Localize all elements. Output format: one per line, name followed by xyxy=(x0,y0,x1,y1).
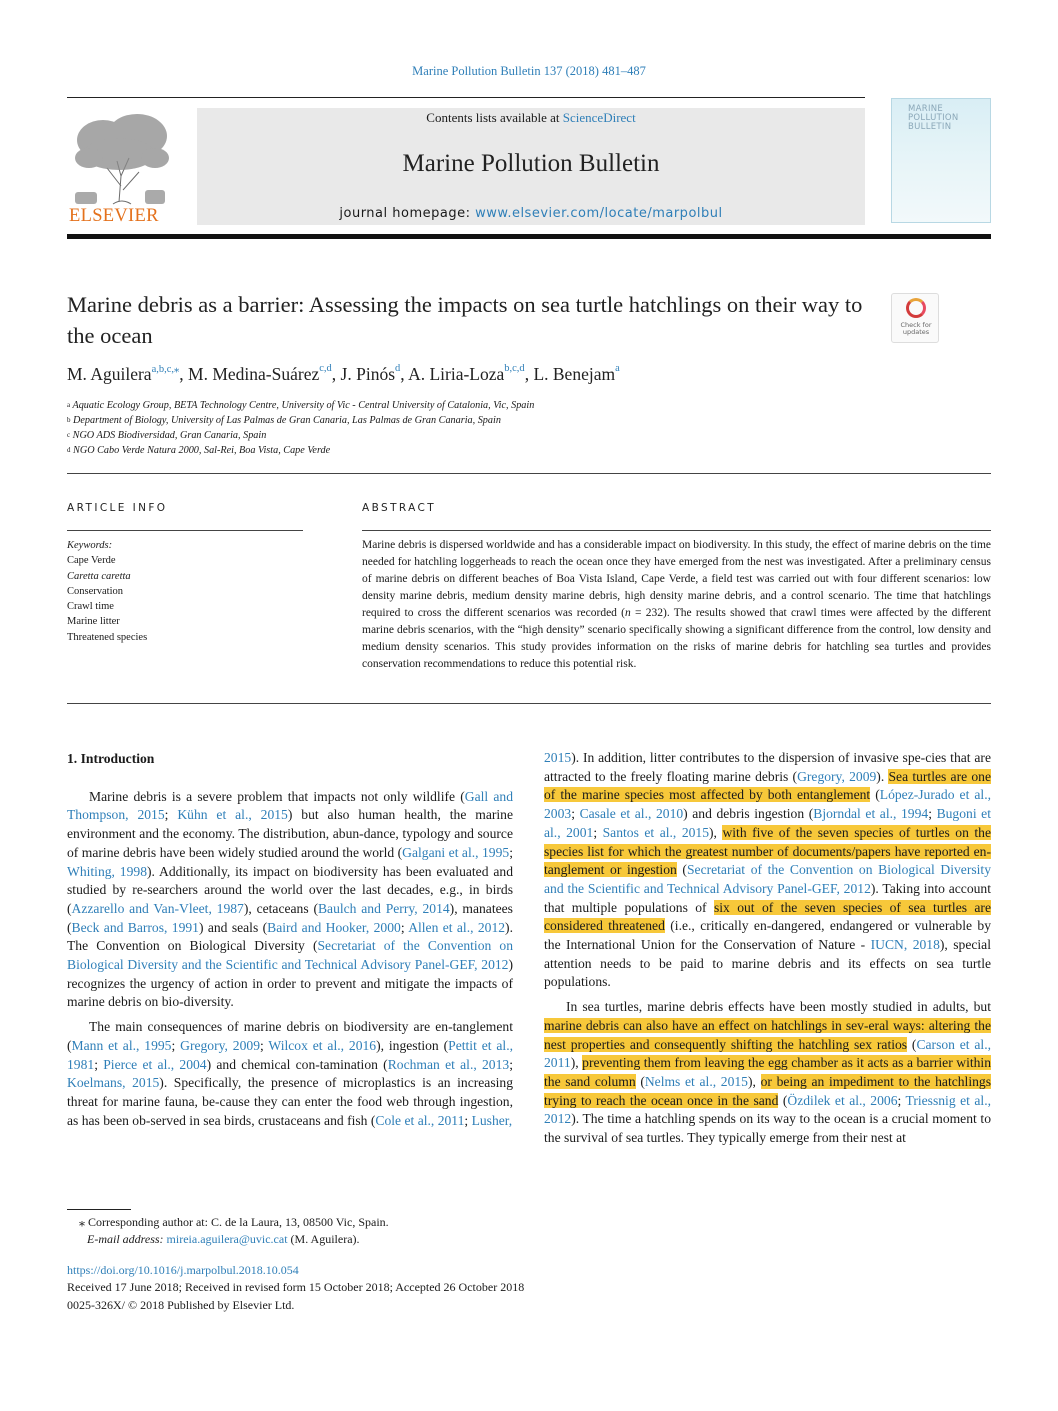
footnote-rule xyxy=(67,1209,131,1210)
text-run: ; xyxy=(171,1037,181,1053)
email-note xyxy=(67,1231,991,1248)
citation-link[interactable]: Whiting, 1998 xyxy=(67,863,147,879)
header-rule xyxy=(67,97,865,98)
check-for-updates-button[interactable] xyxy=(891,293,939,343)
text-run: ( xyxy=(778,1092,788,1108)
citation-link[interactable]: López-Jurado et al., 2003 xyxy=(544,787,991,822)
citation-link[interactable]: Cole et al., 2011 xyxy=(375,1112,465,1128)
text-run: ). The time a hatchling spends on its way to the ocean is a crucial moment to the survival of sea turtles. They typically emerge from their nest at xyxy=(544,1111,991,1146)
author-affiliation-marks[interactable]: c,d xyxy=(319,363,332,374)
author[interactable] xyxy=(408,364,525,384)
citation-link[interactable]: Wilcox et al., 2016 xyxy=(268,1037,377,1053)
citation-link[interactable]: Secretariat of the Convention on Biological Diversity and the Scientific and Technical Advisory Panel-GEF, 2012 xyxy=(544,862,991,896)
article-title: Marine debris as a barrier: Assessing the impacts on sea turtle hatchlings on their way to the ocean xyxy=(67,292,863,348)
citation-link[interactable]: Azzarello and Van-Vleet, 1987 xyxy=(71,900,244,916)
text-run: ) recognizes the urgency of action in order to prevent and mitigate the impacts of marine debris on bio-diversity. xyxy=(67,957,513,1010)
text-run: ) and chemical con-tamination ( xyxy=(206,1056,388,1072)
abstract-text xyxy=(362,537,991,673)
citation-link[interactable]: Gall and Thompson, 2015 xyxy=(67,788,513,823)
email-suffix: (M. Aguilera). xyxy=(290,1232,360,1246)
keywords-block xyxy=(67,538,303,645)
text-run: ). xyxy=(876,768,889,784)
article-info-heading: ARTICLE INFO xyxy=(67,502,168,514)
elsevier-logo[interactable] xyxy=(67,106,179,226)
author-name: A. Liria-Loza xyxy=(408,364,505,384)
paragraph xyxy=(544,998,991,1148)
highlighted-text: with five of the seven species of turtles on the species list for which the greatest number of documents/papers have reported en-tanglement or ingestion xyxy=(544,824,991,878)
corresponding-author-note: ⁎ Corresponding author at: C. de la Laura, 13, 08500 Vic, Spain. xyxy=(79,1215,389,1229)
highlighted-text: or being an impediment to the hatchlings trying to reach the ocean once in the sand xyxy=(544,1073,991,1108)
citation-link[interactable]: Nelms et al., 2015 xyxy=(644,1073,748,1089)
author-name: J. Pinós xyxy=(340,364,396,384)
homepage-prefix: journal homepage: xyxy=(339,206,471,221)
affiliation: $^b$ Department of Biology, University of Las Palmas de Gran Canaria, Las Palmas de Gran Canaria, Spain xyxy=(67,415,501,426)
author-list: M. Aguilera$^{a,b,c,⁎}$, M. Medina-Suárez$^{c,d}$, J. Pinós$^d$, A. Liria-Loza$^{b,c,d}$, L. Benejam$^a$ xyxy=(67,363,620,384)
author-name: M. Medina-Suárez xyxy=(188,364,320,384)
citation-link[interactable]: Triessnig et al., 2012 xyxy=(544,1092,992,1127)
abstract-italic-n: n xyxy=(625,607,631,619)
journal-title: Marine Pollution Bulletin xyxy=(402,150,660,177)
text-run: In sea turtles, marine debris effects have been mostly studied in adults, but xyxy=(566,999,991,1015)
citation-link[interactable]: Baulch and Perry, 2014 xyxy=(317,900,450,916)
keywords-label: Keywords: xyxy=(67,540,113,551)
text-run: ), manatees ( xyxy=(67,900,513,935)
citation-link[interactable]: Allen et al., 2012 xyxy=(408,919,506,935)
citation-link[interactable]: Mann et al., 1995 xyxy=(71,1037,172,1053)
text-run: ( xyxy=(676,862,687,878)
divider xyxy=(67,473,991,474)
text-run: ( xyxy=(870,787,880,803)
text-run: ( xyxy=(907,1036,917,1052)
body-column-right xyxy=(544,749,991,1148)
text-run: (i.e., critically en-dangered, endangered or vulnerable by the International Union for the Conservation of Nature - xyxy=(544,918,991,953)
paragraph xyxy=(67,788,513,1012)
divider xyxy=(67,530,303,531)
abstract-part: Marine debris is dispersed worldwide and has a considerable impact on biodiversity. In this study, the effect of marine debris on the time needed for hatchling loggerheads to reach the ocean once they have emerged from the nest was investigated. After a preliminary census of marine debris on different beaches of Boa Vista Island, Cape Verde, a field test was carried out with four different scenarios: low density marine debris, medium density marine debris, high density marine debris, and a control scenario. The time that hatchlings required to cross the different scenarios was recorded ( xyxy=(362,539,991,619)
homepage-link[interactable]: www.elsevier.com/locate/marpolbul xyxy=(475,206,723,221)
text-run: ), cetaceans ( xyxy=(243,900,318,916)
citation-link[interactable]: IUCN, 2018 xyxy=(870,937,940,953)
text-run: ; xyxy=(260,1037,269,1053)
author-affiliation-marks[interactable]: b,c,d xyxy=(504,363,525,374)
citation-link[interactable]: Lusher, xyxy=(471,1112,513,1128)
text-run: ; xyxy=(400,919,409,935)
keyword: Cape Verde xyxy=(67,555,116,567)
citation-link[interactable]: Casale et al., 2010 xyxy=(579,806,684,822)
author[interactable] xyxy=(533,364,619,384)
citation-link[interactable]: Koelmans, 2015 xyxy=(67,1075,160,1091)
highlighted-text: Sea turtles are one of the marine species most affected by both entanglement xyxy=(544,768,991,803)
text-run: ; xyxy=(571,806,580,822)
text-run: ). Taking into account that multiple populations of xyxy=(544,880,991,915)
homepage-line xyxy=(197,206,865,221)
text-run: ; xyxy=(509,1056,513,1072)
publication-info xyxy=(67,1262,991,1314)
affiliation-list xyxy=(67,398,991,458)
sciencedirect-link[interactable]: ScienceDirect xyxy=(562,110,636,125)
crossmark-icon xyxy=(906,298,926,318)
keyword: Conservation xyxy=(67,585,123,597)
text-run: ), xyxy=(709,824,723,840)
affiliation: $^d$ NGO Cabo Verde Natura 2000, Sal-Rei, Boa Vista, Cape Verde xyxy=(67,445,331,456)
citation-link[interactable]: Rochman et al., 2013 xyxy=(387,1056,510,1072)
citation-link[interactable]: Galgani et al., 1995 xyxy=(402,844,510,860)
text-run: ; xyxy=(164,807,178,823)
elsevier-tree-icon xyxy=(67,106,179,226)
citation-link[interactable]: Kühn et al., 2015 xyxy=(177,807,288,823)
highlighted-text: marine debris can also have an effect on hatchlings in sev-eral ways: altering the nest properties and consequently shifting the hatchling sex ratios xyxy=(544,1017,991,1052)
citation-link[interactable]: Gregory, 2009 xyxy=(180,1037,260,1053)
citation-link[interactable]: Beck and Barros, 1991 xyxy=(71,919,199,935)
author-affiliation-marks[interactable]: a xyxy=(615,363,620,374)
contents-line xyxy=(197,110,865,126)
journal-reference[interactable]: Marine Pollution Bulletin 137 (2018) 481–487 xyxy=(412,64,646,78)
header-thick-rule xyxy=(67,234,991,239)
journal-cover-image[interactable] xyxy=(891,98,991,223)
text-run: ) but also human health, the marine environment and the economy. The distribution, abun-dance, typology and source of marine debris have been widely studied around the world ( xyxy=(67,807,513,860)
text-run: ) and debris ingestion ( xyxy=(683,806,814,822)
keyword: Crawl time xyxy=(67,601,114,613)
text-run: ), ingestion ( xyxy=(376,1037,449,1053)
history-line: Received 17 June 2018; Received in revised form 15 October 2018; Accepted 26 October 2018 xyxy=(67,1280,525,1295)
author-name: M. Aguilera xyxy=(67,364,152,384)
text-run: Marine debris is a severe problem that impacts not only wildlife ( xyxy=(89,788,465,804)
text-run: ), xyxy=(747,1073,761,1089)
text-run: ; xyxy=(593,824,603,840)
author[interactable] xyxy=(188,364,332,384)
citation-link[interactable]: Bugoni et al., 2001 xyxy=(544,806,991,840)
citation-link[interactable]: Bjorndal et al., 1994 xyxy=(813,806,929,822)
citation-link[interactable]: 2015 xyxy=(544,750,572,765)
citation-link[interactable]: Baird and Hooker, 2000 xyxy=(267,919,401,935)
crossmark-label: Check for updates xyxy=(900,321,932,336)
text-run: ). Specifically, the presence of microplastics is an increasing threat for marine fauna, be-cause they can enter the food web through ingestion, as has been ob-served in sea birds, crustaceans and fish ( xyxy=(67,1075,513,1128)
keyword: Threatened species xyxy=(67,631,148,643)
email-link[interactable]: mireia.aguilera@uvic.cat xyxy=(166,1232,288,1246)
text-run: ). The Convention on Biological Diversity ( xyxy=(67,919,513,954)
affiliation: $^c$ NGO ADS Biodiversidad, Gran Canaria, Spain xyxy=(67,430,267,441)
section-heading: 1. Introduction xyxy=(67,751,155,766)
footnotes xyxy=(67,1214,991,1248)
abstract-heading: ABSTRACT xyxy=(362,502,437,514)
highlighted-text: preventing them from leaving the egg chamber as it acts as a barrier within the sand column xyxy=(544,1055,991,1089)
doi-link[interactable]: https://doi.org/10.1016/j.marpolbul.2018.10.054 xyxy=(67,1263,299,1277)
text-run: ), xyxy=(570,1055,583,1071)
divider xyxy=(362,530,991,531)
highlighted-text: six out of the seven species of sea turtles are considered threatened xyxy=(544,899,991,934)
keyword: Marine litter xyxy=(67,616,120,628)
text-run: ; xyxy=(464,1112,472,1128)
text-run: ) and seals ( xyxy=(198,919,268,935)
author-affiliation-marks[interactable]: d xyxy=(395,363,401,374)
text-run: ). In addition, litter contributes to the dispersion of invasive spe-cies that are attracted to the freely floating marine debris ( xyxy=(544,750,991,784)
citation-link[interactable]: Secretariat of the Convention on Biological Diversity and the Scientific and Technical Advisory Panel-GEF, 2012 xyxy=(67,938,514,973)
text-run: ( xyxy=(635,1073,645,1089)
text-run: ). Additionally, its impact on biodiversity has been evaluated and studied by re-searchers around the world over the last decades, e.g., in birds ( xyxy=(67,863,513,916)
abstract-part: = 232). The results showed that crawl times were affected by the different marine debris scenarios, with the “high density” scenario specifically showing a significant difference from the control, low density and medium density scenarios. This study provides information on the risks of marine debris for hatchling sea turtles and provides conservation recommendations to reduce this potential risk. xyxy=(362,607,992,670)
citation-link[interactable]: Özdilek et al., 2006 xyxy=(787,1092,898,1108)
contents-prefix: Contents lists available at xyxy=(426,110,560,125)
email-label: E-mail address: xyxy=(87,1232,164,1246)
keyword: Caretta caretta xyxy=(67,570,131,582)
text-run: The main consequences of marine debris on biodiversity are en-tanglement ( xyxy=(67,1019,513,1053)
citation-link[interactable]: Santos et al., 2015 xyxy=(602,824,710,840)
text-run: ; xyxy=(94,1056,104,1072)
text-run: ; xyxy=(928,806,937,822)
author[interactable] xyxy=(67,364,179,384)
author-affiliation-marks[interactable]: a,b,c,⁎ xyxy=(151,364,180,375)
citation-link[interactable]: Gregory, 2009 xyxy=(797,768,877,784)
citation-link[interactable]: Pettit et al., 1981 xyxy=(67,1037,513,1072)
copyright-line: 0025-326X/ © 2018 Published by Elsevier Ltd. xyxy=(67,1297,295,1312)
text-run: ), special attention needs to be paid to marine debris and its effects on sea turtle populations. xyxy=(544,937,991,990)
author[interactable] xyxy=(341,364,401,384)
paragraph xyxy=(544,749,991,992)
text-run: ; xyxy=(509,844,513,860)
affiliation: $^a$ Aquatic Ecology Group, BETA Technology Centre, University of Vic - Central University of Catalonia, Vic, Spain xyxy=(67,400,535,411)
cover-title: MARINE POLLUTION BULLETIN xyxy=(908,104,959,132)
divider xyxy=(67,703,991,704)
citation-link[interactable]: Pierce et al., 2004 xyxy=(103,1056,207,1072)
text-run: ; xyxy=(897,1092,906,1108)
paragraph xyxy=(67,1018,513,1130)
author-name: L. Benejam xyxy=(533,364,616,384)
body-column-left xyxy=(67,750,513,1130)
citation-link[interactable]: Carson et al., 2011 xyxy=(544,1036,991,1071)
elsevier-wordmark: ELSEVIER xyxy=(69,206,159,226)
keyword-list xyxy=(67,553,303,645)
